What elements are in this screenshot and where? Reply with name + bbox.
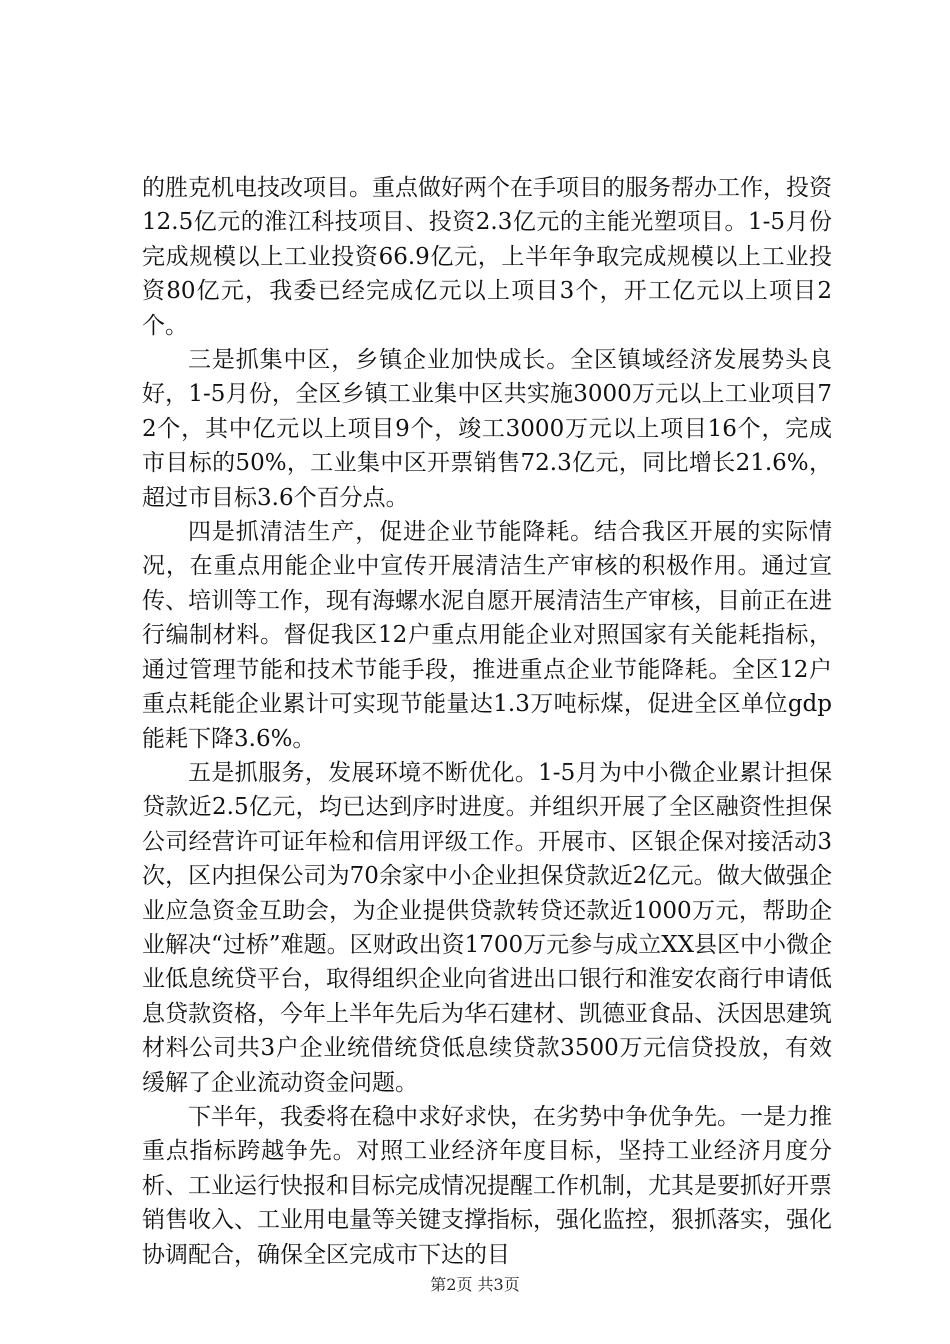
paragraph-3: 四是抓清洁生产，促进企业节能降耗。结合我区开展的实际情况，在重点用能企业中宣传开展清洁生产审核的积极作用。通过宣传、培训等工作，现有海螺水泥自愿开展清洁生产审核，目前正在进行编制材料。督促我区12户重点用能企业对照国家有关能耗指标，通过管理节能和技术节能手段，推进重点企业节能降耗。全区12户重点耗能企业累计可实现节能量达1.3万吨标煤，促进全区单位gdp能耗下降3.6%。 (142, 519, 832, 752)
paragraph-5: 下半年，我委将在稳中求好求快，在劣势中争优争先。一是力推重点指标跨越争先。对照工业经济年度目标，坚持工业经济月度分析、工业运行快报和目标完成情况提醒工作机制，尤其是要抓好开票销售收入、工业用电量等关键支撑指标，强化监控，狠抓落实，强化协调配合，确保全区完成市下达的目 (142, 1103, 832, 1268)
paragraph-2: 三是抓集中区，乡镇企业加快成长。全区镇域经济发展势头良好，1-5月份，全区乡镇工业集中区共实施3000万元以上工业项目72个，其中亿元以上项目9个，竣工3000万元以上项目16个，完成市目标的50%，工业集中区开票销售72.3亿元，同比增长21.6%，超过市目标3.6个百分点。 (142, 347, 832, 511)
paragraph-4: 五是抓服务，发展环境不断优化。1-5月为中小微企业累计担保贷款近2.5亿元，均已达到序时进度。并组织开展了全区融资性担保公司经营许可证年检和信用评级工作。开展市、区银企保对接活动3次，区内担保公司为70余家中小企业担保贷款近2亿元。做大做强企业应急资金互助会，为企业提供贷款转贷还款近1000万元，帮助企业解决“过桥”难题。区财政出资1700万元参与成立XX县区中小微企业低息统贷平台，取得组织企业向省进出口银行和淮安农商行申请低息贷款资格，今年上半年先后为华石建材、凯德亚食品、沃因思建筑材料公司共3户企业统借统贷低息续贷款3500万元信贷投放，有效缓解了企业流动资金问题。 (142, 759, 832, 1096)
document-body (142, 171, 832, 1272)
page-footer: 第2页 共3页 (430, 1275, 520, 1294)
paragraph-1: 的胜克机电技改项目。重点做好两个在手项目的服务帮办工作，投资12.5亿元的淮江科技项目、投资2.3亿元的主能光塑项目。1-5月份完成规模以上工业投资66.9亿元，上半年争取完成规模以上工业投资80亿元，我委已经完成亿元以上项目3个，开工亿元以上项目2个。 (142, 175, 832, 339)
